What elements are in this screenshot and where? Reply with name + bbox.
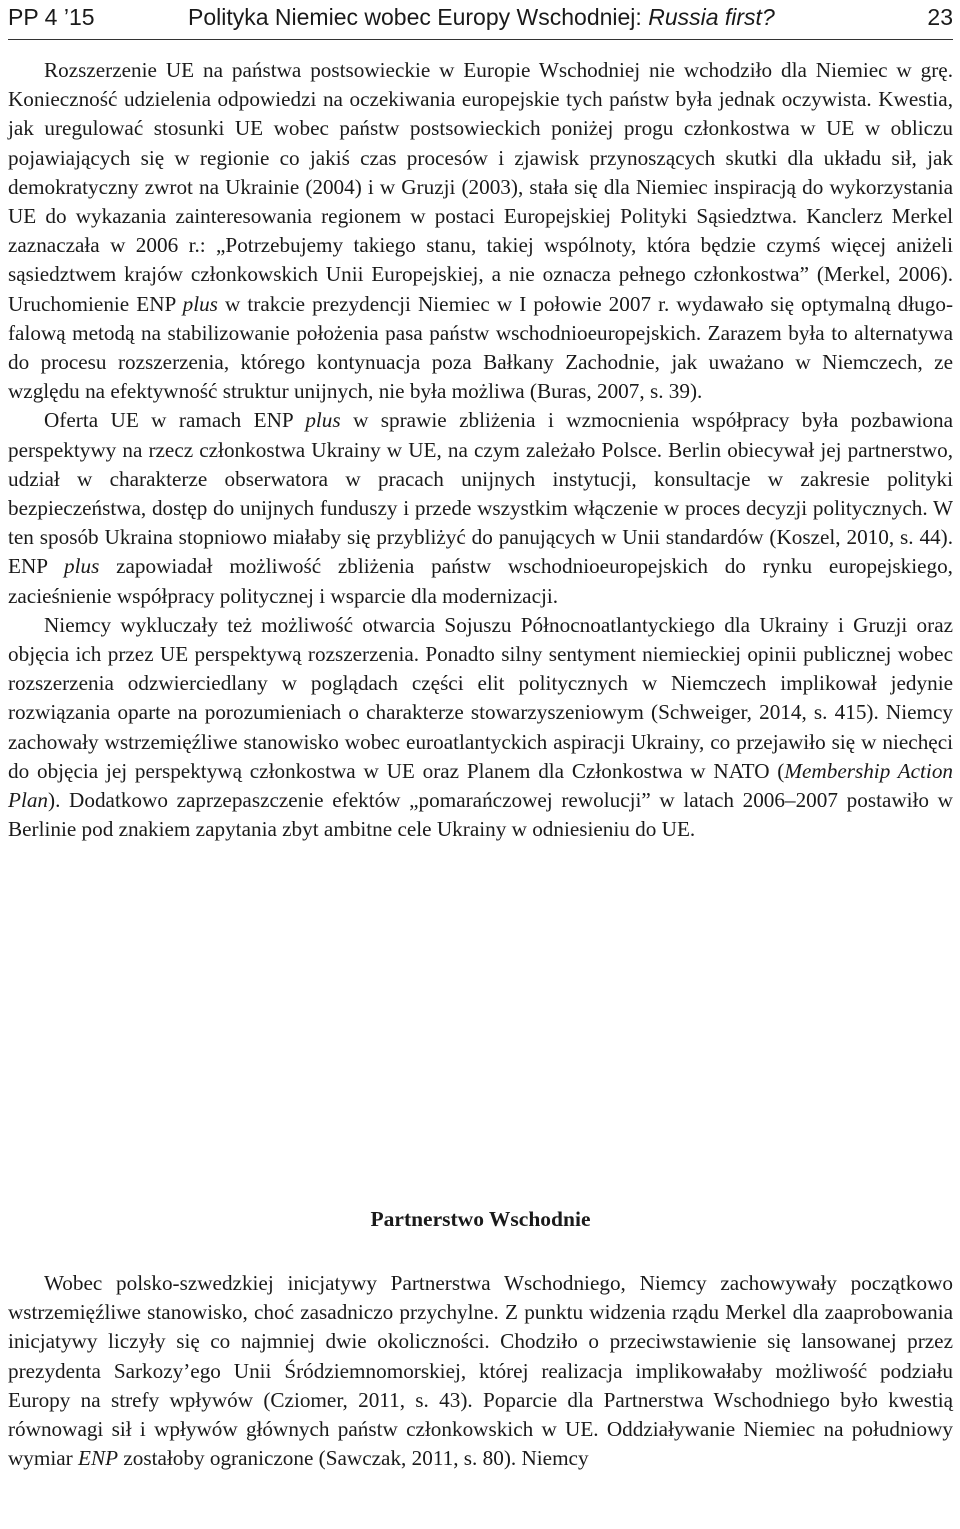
page-number: 23 <box>927 4 953 30</box>
text-run: w trakcie prezydencji Niemiec w I połowie 2007 r. wydawało się optymalną długofalową metodą na stabilizowanie położenia pasa państw wschodnioeuropejskich. Zarazem była to alternatywa do procesu rozszerzenia, którego kontynuacja poza Bałkany Zachodnie, jak uważano w Niemczech, ze względu na efektywność struktur unijnych, nie była możliwa (Buras, 2007, s. 39). <box>8 291 953 404</box>
page-header <box>8 4 953 34</box>
paragraph <box>8 406 953 610</box>
running-title-text: Polityka Niemiec wobec Europy Wschodniej: <box>188 4 649 30</box>
italic-term: plus <box>305 408 341 433</box>
text-run: zostałoby ograniczone (Sawczak, 2011, s. 80). Niemcy <box>118 1446 589 1471</box>
section-body <box>8 56 953 844</box>
italic-term: Membership Action Plan <box>8 758 954 813</box>
text-run: Niemcy wykluczały też możliwość otwarcia Sojuszu Północnoatlantyckiego dla Ukrainy i Gruzji oraz objęcia ich przez UE perspektywą rozszerzenia. Ponadto silny sentyment niemieckiej opinii publicznej wobec rozszerzenia odzwierciedlany w poglądach części elit politycznych w Niemczech implikował jedynie rozwiązania oparte na porozumieniach o charakterze stowarzyszeniowym (Schweiger, 2014, s. 415). Niemcy zachowały wstrzemięźliwe stanowisko wobec euroatlantyckich aspiracji Ukrainy, co przejawiło się w niechęci do objęcia jej perspektywą członkostwa w UE oraz Planem dla Członkostwa w NATO ( <box>8 612 953 783</box>
italic-term: ENP <box>78 1446 119 1471</box>
text-run: Rozszerzenie UE na państwa postsowieckie w Europie Wschodniej nie wchodziło dla Niemiec w grę. Konieczność udzielenia odpowiedzi na oczekiwania europejskie tych państw była jednak oczywista. Kwestia, jak uregulować stosunki UE wobec państw postsowieckich poniżej progu członkostwa w UE w obliczu pojawiających się w regionie co jakiś czas procesów i zjawisk przynoszących skutki dla układu sił, jak demokratyczny zwrot na Ukrainie (2004) i w Gruzji (2003), stała się dla Niemiec inspiracją do wykorzystania UE do wykazania zainteresowania regionem w postaci Europejskiej Polityki Sąsiedztwa. Kanclerz Merkel zaznaczała w 2006 r.: „Potrzebujemy takiego stanu, takiej wspólnoty, która będzie czymś więcej aniżeli sąsiedztwem krajów członkowskich Unii Europejskiej, a nie oznacza pełnego członkostwa” (Merkel, 2006). Uruchomienie ENP <box>8 58 953 316</box>
italic-term: plus <box>182 291 218 316</box>
section-body <box>8 1269 953 1473</box>
text-run: Wobec polsko-szwedzkiej inicjatywy Partnerstwa Wschodniego, Niemcy zachowywały początkowo wstrzemięźliwe stanowisko, choć zasadniczo przychylne. Z punktu widzenia rządu Merkel dla zaaprobowania inicjatywy liczyły się co najmniej dwie okoliczności. Chodziło o przeciwstawienie się lansowanej przez prezydenta Sarkozy’ego Unii Śródziemnomorskiej, której realizacja implikowałaby możliwość podziału Europy na strefy wpływów (Cziomer, 2011, s. 43). Poparcie dla Partnerstwa Wschodniego było kwestią równowagi sił i wpływów głównych państw członkowskich w UE. Oddziaływanie Niemiec na południowy wymiar <box>8 1271 953 1471</box>
paragraph <box>8 611 953 845</box>
paragraph <box>8 56 953 406</box>
text-run: w sprawie zbliżenia i wzmocnienia współpracy była pozbawiona perspektywy na rzecz członkostwa Ukrainy w UE, na czym zależało Polsce. Berlin obiecywał jej partnerstwo, udział w charakterze obserwatora w pracach unijnych instytucji, konsultacje w zakresie polityki bezpieczeństwa, dostęp do unijnych funduszy i przede wszystkim włączenie w proces decyzji politycznych. W ten sposób Ukraina stopniowo miałaby się przybliżyć do panujących w Unii standardów (Koszel, 2010, s. 44). ENP <box>8 408 954 579</box>
text-run: zapowiadał możliwość zbliżenia państw wschodnioeuropejskich do rynku europejskiego, zacieśnienie współpracy politycznej i wsparcie dla modernizacji. <box>8 554 953 608</box>
running-title-italic: Russia first? <box>648 4 775 30</box>
text-run: ). Dodatkowo zaprzepaszczenie efektów „pomarańczowej rewolucji” w latach 2006–2007 postawiło w Berlinie pod znakiem zapytania zbyt ambitne cele Ukrainy w odniesieniu do UE. <box>8 788 953 842</box>
running-title <box>188 4 775 31</box>
section-heading: Partnerstwo Wschodnie <box>370 1207 591 1231</box>
header-rule <box>8 39 953 40</box>
italic-term: plus <box>64 554 100 579</box>
journal-issue: PP 4 ’15 <box>8 4 95 30</box>
text-run: Oferta UE w ramach ENP <box>44 408 306 433</box>
paragraph <box>8 1269 953 1473</box>
